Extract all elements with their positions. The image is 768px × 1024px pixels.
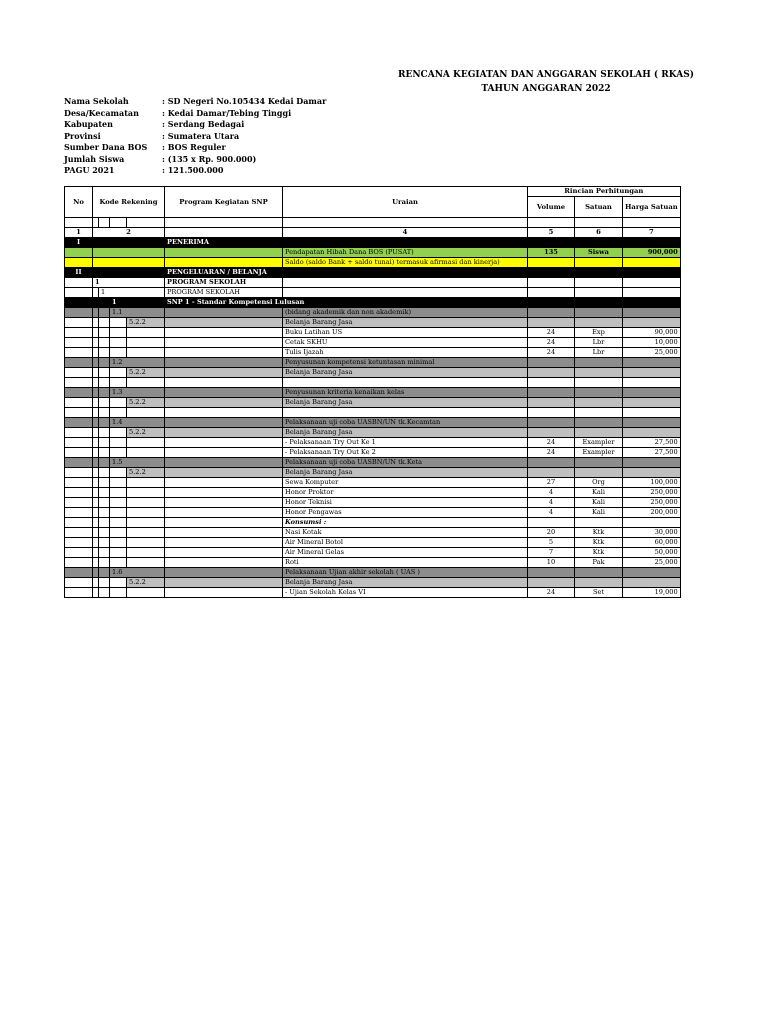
uraian-cell: Sewa Komputer [283,478,528,488]
colnum: 2 [93,228,165,238]
kode-cell: 1.5 [110,458,165,468]
uraian-cell: Belanja Barang Jasa [283,428,528,438]
row-activity-1-3 [65,388,681,398]
info-value: : Serdang Bedagai [162,119,245,129]
header-uraian: Uraian [283,187,528,218]
row-program [65,278,681,288]
row-item [65,448,681,458]
uraian-cell: Saldo (saldo Bank + saldo tunai) termasuk afirmasi dan kinerja) [283,258,528,268]
row-hibah [65,248,681,258]
row-activity-1-6 [65,568,681,578]
satuan-cell: Ktk [575,528,623,538]
harga-cell: 50,000 [623,548,681,558]
uraian-cell: Belanja Barang Jasa [283,318,528,328]
snp-title: SNP 1 - Standar Kompetensi Lulusan [165,298,528,308]
colnum: 6 [575,228,623,238]
uraian-cell: (bidang akademik dan non akademik) [283,308,528,318]
harga-cell: 90,000 [623,328,681,338]
row-item [65,438,681,448]
volume-cell: 7 [528,548,575,558]
uraian-cell: Belanja Barang Jasa [283,578,528,588]
row-activity-1-4 [65,418,681,428]
row-item [65,498,681,508]
satuan-cell: Exampler [575,448,623,458]
akun-cell: 5.2.2 [127,428,165,438]
info-label: Sumber Dana BOS [64,142,148,152]
akun-cell: 5.2.2 [127,468,165,478]
kode-cell: 1 [110,298,165,308]
satuan-cell: Ktk [575,538,623,548]
uraian-cell: Konsumsi : [283,518,528,528]
uraian-cell: Pelaksanaan uji coba UASBN/UN tk.Kecamtan [283,418,528,428]
row-item [65,488,681,498]
row-konsumsi [65,518,681,528]
harga-cell: 25,000 [623,558,681,568]
volume-cell: 24 [528,328,575,338]
info-row-school-name [64,96,326,108]
harga-cell: 250,000 [623,488,681,498]
row-item [65,528,681,538]
uraian-cell: Honor Pengawas [283,508,528,518]
harga-cell: 200,000 [623,508,681,518]
satuan-cell: Exp [575,328,623,338]
uraian-cell: Honor Teknisi [283,498,528,508]
satuan-cell: Ktk [575,548,623,558]
info-row-village [64,108,326,120]
row-belanja [65,318,681,328]
row-item [65,338,681,348]
volume-cell: 24 [528,438,575,448]
harga-cell: 30,000 [623,528,681,538]
info-value: : 121.500.000 [162,165,224,175]
spacer-row [65,218,681,228]
uraian-cell: Pelaksanaan Ujian akhir sekolah ( UAS ) [283,568,528,578]
uraian-cell: Pelaksanaan uji coba UASBN/UN tk.Keta [283,458,528,468]
satuan-cell: Kali [575,498,623,508]
akun-cell: 5.2.2 [127,578,165,588]
volume-cell: 4 [528,498,575,508]
kode-cell: 1 [99,288,165,298]
info-row-regency [64,119,326,131]
header-no: No [65,187,93,218]
volume-cell: 10 [528,558,575,568]
uraian-cell: Air Mineral Gelas [283,548,528,558]
harga-cell: 10,000 [623,338,681,348]
volume-cell: 24 [528,448,575,458]
program-cell: PROGRAM SEKOLAH [165,278,283,288]
row-item [65,478,681,488]
volume-cell: 24 [528,588,575,598]
row-item [65,508,681,518]
volume-cell: 4 [528,488,575,498]
school-info [64,96,326,177]
header-rincian: Rincian Perhitungan [528,187,681,197]
kode-cell: 1.2 [110,358,165,368]
satuan-cell: Exampler [575,438,623,448]
info-value: : Kedai Damar/Tebing Tinggi [162,107,292,118]
uraian-cell: Belanja Barang Jasa [283,368,528,378]
satuan-cell: Kali [575,488,623,498]
colnum: 5 [528,228,575,238]
satuan-cell: Kali [575,508,623,518]
row-item [65,588,681,598]
info-label: Kabupaten [64,119,113,129]
info-value: : Sumatera Utara [162,130,240,141]
akun-cell: 5.2.2 [127,368,165,378]
satuan-cell: Pak [575,558,623,568]
volume-cell: 27 [528,478,575,488]
header-row [65,187,681,197]
row-belanja [65,368,681,378]
info-value: : BOS Reguler [162,142,226,152]
row-belanja [65,468,681,478]
uraian-cell: Belanja Barang Jasa [283,468,528,478]
row-belanja [65,398,681,408]
row-activity-1-2 [65,358,681,368]
row-item [65,558,681,568]
harga-cell: 100,000 [623,478,681,488]
empty-row [65,378,681,388]
row-activity-1-1 [65,308,681,318]
satuan-cell: Lbr [575,348,623,358]
section-pengeluaran [65,268,681,278]
uraian-cell: Air Mineral Botol [283,538,528,548]
uraian-cell: Penyusunan kompetensi ketuntasan minimal [283,358,528,368]
column-number-row [65,228,681,238]
row-snp1 [65,298,681,308]
volume-cell: 24 [528,348,575,358]
section-title: PENGELUARAN / BELANJA [165,268,681,278]
uraian-cell: Penyusunan kriteria kenaikan kelas [283,388,528,398]
row-item [65,538,681,548]
program-cell: PROGRAM SEKOLAH [165,288,283,298]
colnum: 7 [623,228,681,238]
uraian-cell: - Pelaksanaan Try Out Ke 1 [283,438,528,448]
header-harga: Harga Satuan [623,197,681,218]
harga-cell: 250,000 [623,498,681,508]
kode-cell: 1.1 [110,308,165,318]
header-volume: Volume [528,197,575,218]
kode-cell: 1 [93,278,165,288]
row-saldo [65,258,681,268]
volume-cell: 135 [528,248,575,258]
header-satuan: Satuan [575,197,623,218]
harga-cell: 19,000 [623,588,681,598]
harga-cell: 25,000 [623,348,681,358]
kode-cell: 1.3 [110,388,165,398]
uraian-cell: Cetak SKHU [283,338,528,348]
uraian-cell: Buku Latihan US [283,328,528,338]
satuan-cell: Lbr [575,338,623,348]
akun-cell: 5.2.2 [127,318,165,328]
info-row-fund-source [64,142,326,154]
info-label: Jumlah Siswa [64,153,125,164]
kode-cell: 1.6 [110,568,165,578]
header-program: Program Kegiatan SNP [165,187,283,218]
row-program-2 [65,288,681,298]
akun-cell: 5.2.2 [127,398,165,408]
info-value: : (135 x Rp. 900.000) [162,153,257,164]
info-value: : SD Negeri No.105434 Kedai Damar [162,96,327,106]
satuan-cell: Set [575,588,623,598]
uraian-cell: - Pelaksanaan Try Out Ke 2 [283,448,528,458]
volume-cell: 5 [528,538,575,548]
volume-cell: 24 [528,338,575,348]
kode-cell: 1.4 [110,418,165,428]
info-row-students [64,154,326,166]
harga-cell: 60,000 [623,538,681,548]
uraian-cell: - Ujian Sekolah Kelas VI [283,588,528,598]
volume-cell: 4 [528,508,575,518]
row-item [65,328,681,338]
info-label: Desa/Kecamatan [64,107,139,118]
section-number: II [65,268,93,278]
satuan-cell: Org [575,478,623,488]
section-penerima [65,238,681,248]
harga-cell: 27,500 [623,448,681,458]
header-kode-rekening: Kode Rekening [93,187,165,218]
document-title: RENCANA KEGIATAN DAN ANGGARAN SEKOLAH ( RKAS) [397,70,694,80]
row-belanja [65,428,681,438]
harga-cell: 900,000 [623,248,681,258]
uraian-cell: Belanja Barang Jasa [283,398,528,408]
budget-year: TAHUN ANGGARAN 2022 [481,84,611,94]
uraian-cell: Honor Proktor [283,488,528,498]
colnum: 1 [65,228,93,238]
row-belanja [65,578,681,588]
row-activity-1-5 [65,458,681,468]
colnum: 4 [283,228,528,238]
uraian-cell: Pendapatan Hibah Dana BOS (PUSAT) [283,248,528,258]
section-title: PENERIMA [165,238,681,248]
info-label: Provinsi [64,130,101,141]
volume-cell: 20 [528,528,575,538]
budget-table [64,186,681,598]
row-item [65,548,681,558]
info-row-province [64,131,326,143]
harga-cell: 27,500 [623,438,681,448]
uraian-cell: Tulis Ijazah [283,348,528,358]
uraian-cell: Nasi Kotak [283,528,528,538]
info-label: Nama Sekolah [64,96,129,106]
section-number: I [65,238,93,248]
uraian-cell: Roti [283,558,528,568]
satuan-cell: Siswa [575,248,623,258]
empty-row [65,408,681,418]
info-row-pagu [64,165,326,177]
info-label: PAGU 2021 [64,165,115,175]
row-item [65,348,681,358]
